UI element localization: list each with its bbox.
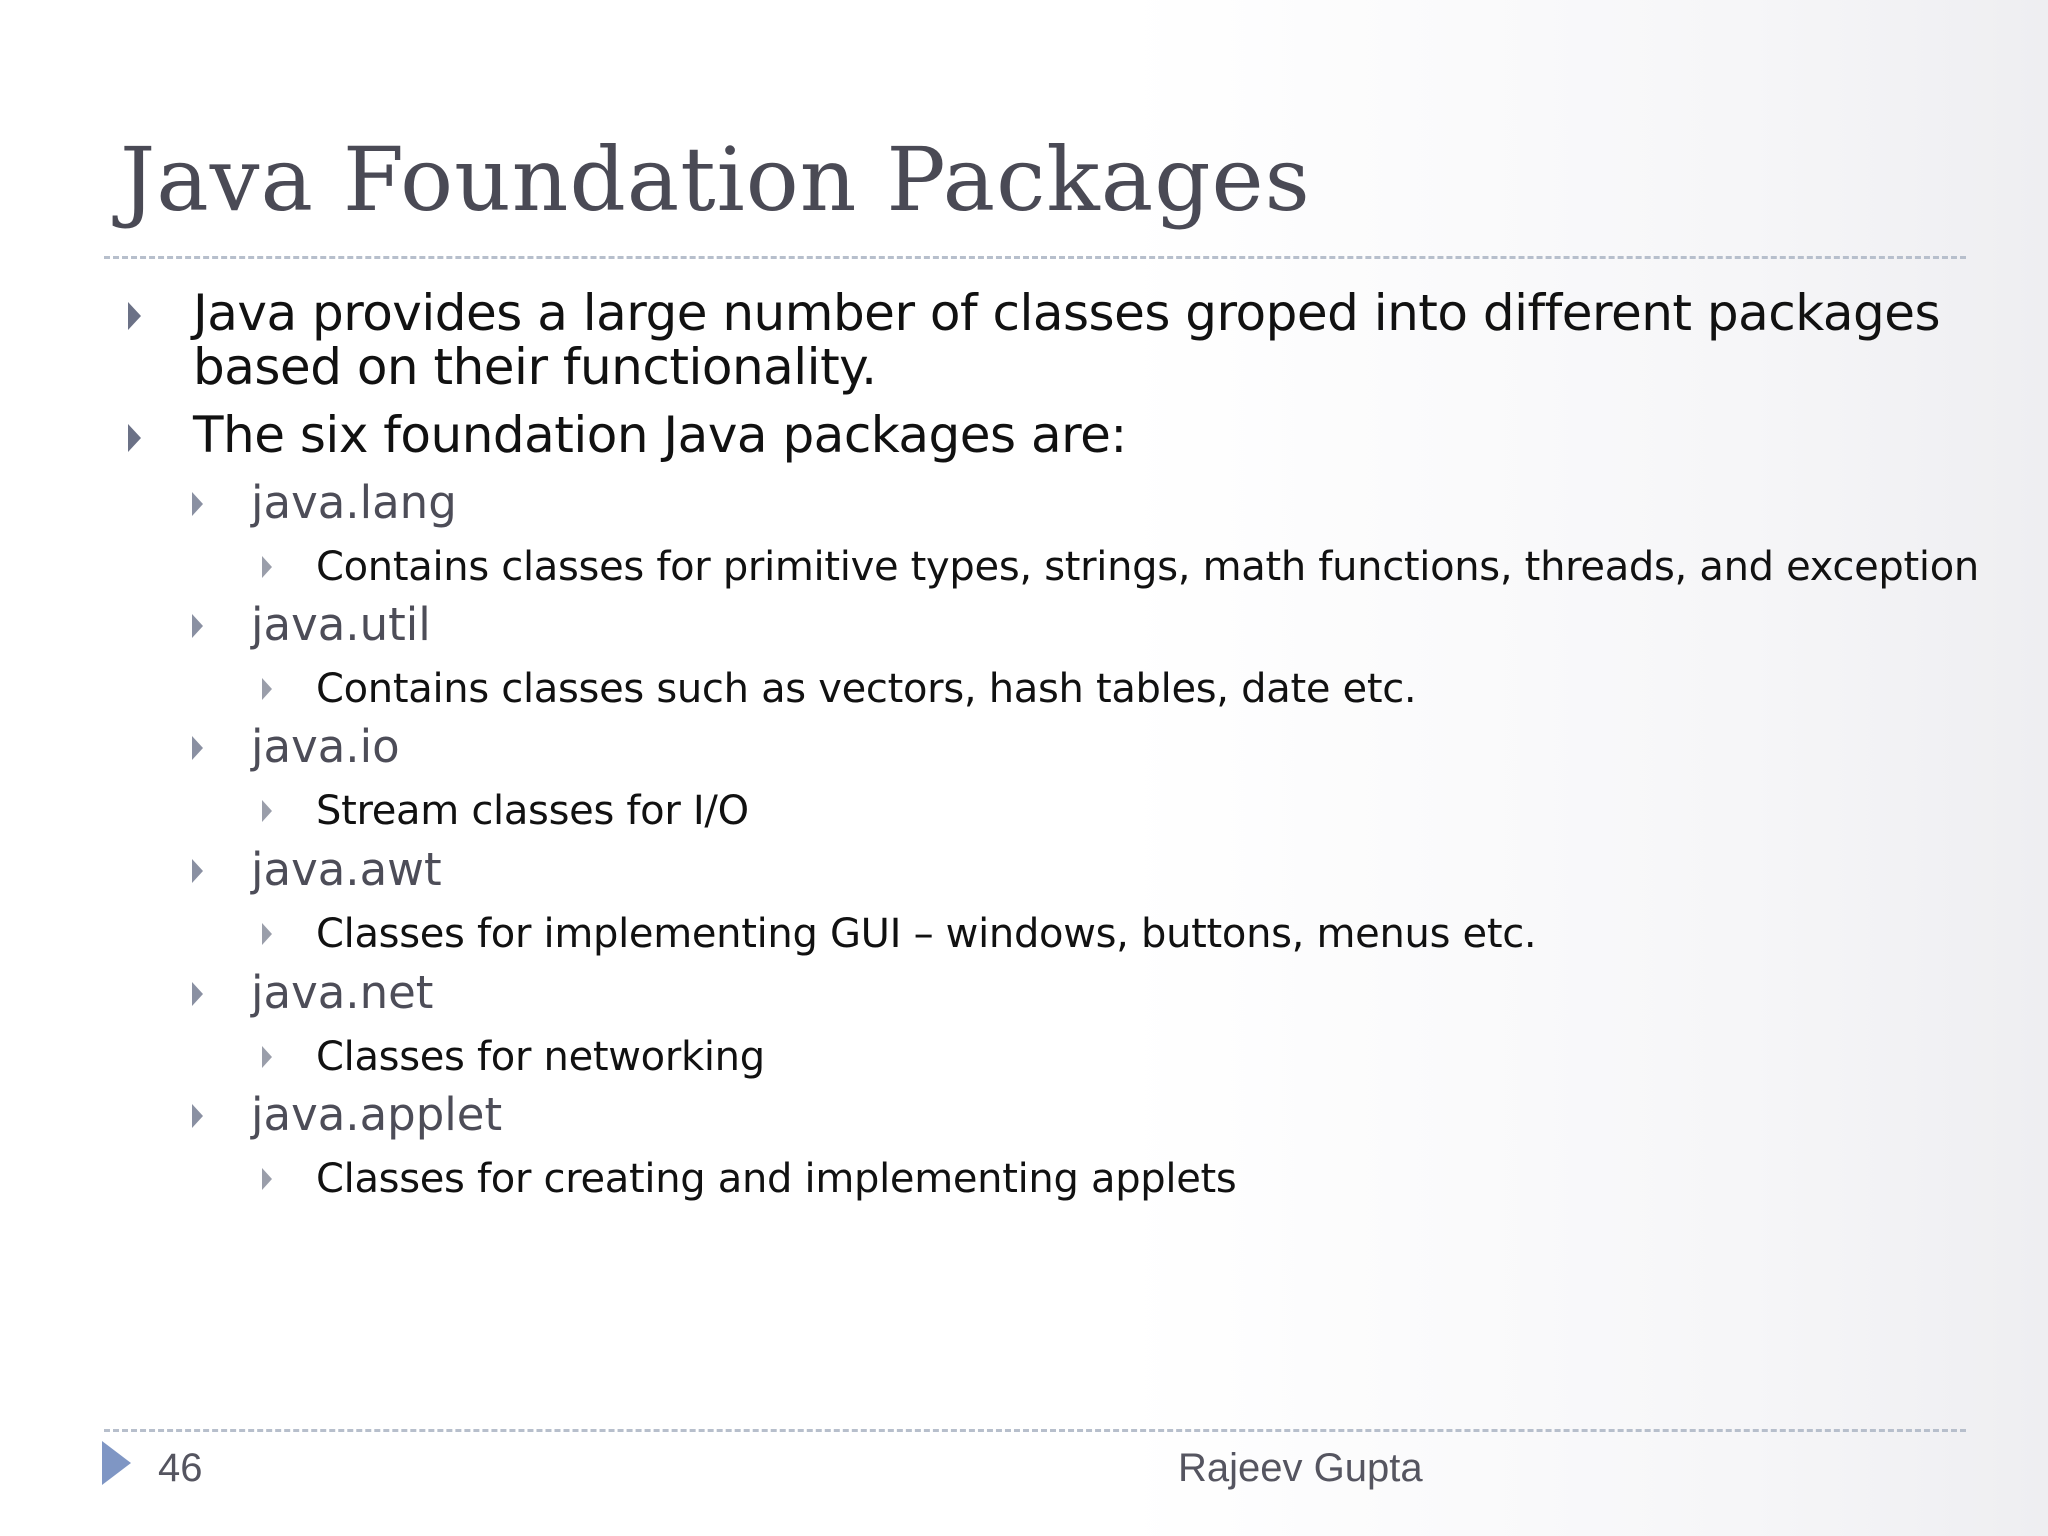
package-name: java.net xyxy=(251,966,434,1019)
bullet-item xyxy=(128,286,1940,394)
bullet-arrow-icon xyxy=(128,424,141,452)
bullet-arrow-icon xyxy=(128,302,141,330)
bullet-arrow-icon xyxy=(262,678,272,700)
package-item xyxy=(192,1090,502,1140)
package-name: java.applet xyxy=(251,1088,503,1141)
author-name: Rajeev Gupta xyxy=(1178,1446,1423,1490)
bullet-text: The six foundation Java packages are: xyxy=(193,406,1127,464)
bullet-arrow-icon xyxy=(262,556,272,578)
package-description: Stream classes for I/O xyxy=(316,788,749,834)
bullet-arrow-icon xyxy=(192,736,203,760)
title-divider xyxy=(104,256,1966,259)
package-description-item xyxy=(262,666,1416,712)
package-name: java.awt xyxy=(251,843,442,896)
bullet-arrow-icon xyxy=(262,1168,272,1190)
package-description-item xyxy=(262,911,1536,957)
package-description: Classes for implementing GUI – windows, buttons, menus etc. xyxy=(316,911,1537,957)
bullet-arrow-icon xyxy=(192,982,203,1006)
package-item xyxy=(192,722,400,772)
bullet-arrow-icon xyxy=(262,923,272,945)
bullet-text-line: based on their functionality. xyxy=(193,338,877,396)
package-name: java.io xyxy=(251,720,400,773)
slide-title: Java Foundation Packages xyxy=(120,128,1311,231)
bullet-text xyxy=(193,286,1940,394)
bullet-arrow-icon xyxy=(262,1046,272,1068)
package-item xyxy=(192,845,442,895)
package-item xyxy=(192,600,431,650)
bullet-arrow-icon xyxy=(192,492,203,516)
footer-triangle-icon xyxy=(102,1441,131,1485)
package-description: Contains classes such as vectors, hash tables, date etc. xyxy=(316,666,1417,712)
package-description-item xyxy=(262,1034,765,1080)
package-description-item xyxy=(262,788,749,834)
bullet-item xyxy=(128,408,1127,462)
footer-divider xyxy=(104,1429,1966,1432)
package-item xyxy=(192,478,457,528)
package-description-item xyxy=(262,544,1979,590)
bullet-arrow-icon xyxy=(192,1104,203,1128)
bullet-arrow-icon xyxy=(192,614,203,638)
package-name: java.lang xyxy=(251,476,457,529)
page-number: 46 xyxy=(158,1446,203,1490)
package-item xyxy=(192,968,433,1018)
package-description: Contains classes for primitive types, strings, math functions, threads, and exception xyxy=(316,544,1979,590)
package-description-item xyxy=(262,1156,1236,1202)
package-description: Classes for networking xyxy=(316,1034,765,1080)
bullet-text-line: Java provides a large number of classes groped into different packages xyxy=(193,284,1941,342)
bullet-arrow-icon xyxy=(262,800,272,822)
package-description: Classes for creating and implementing applets xyxy=(316,1156,1237,1202)
package-name: java.util xyxy=(251,598,431,651)
bullet-arrow-icon xyxy=(192,859,203,883)
